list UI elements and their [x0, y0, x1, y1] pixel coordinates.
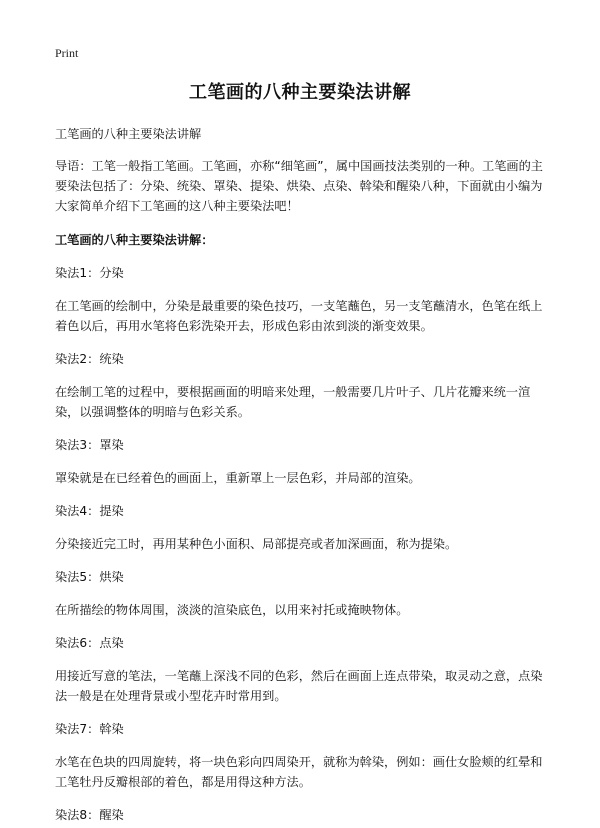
method-title-4: 染法4：提染	[55, 504, 124, 518]
method-desc-6: 用接近写意的笔法，一笔蘸上深浅不同的色彩，然后在画面上连点带染，取灵动之意，点染法一般是在处理背景或小型花卉时常用到。	[55, 669, 543, 703]
page-title: 工笔画的八种主要染法讲解	[189, 82, 411, 103]
method-desc-3: 罩染就是在已经着色的画面上，重新罩上一层色彩，并局部的渲染。	[55, 471, 421, 485]
section-heading: 工笔画的八种主要染法讲解：	[55, 233, 214, 247]
article-body	[55, 124, 550, 828]
method-desc-2: 在绘制工笔的过程中，要根据画面的明暗来处理，一般需要几片叶子、几片花瓣来统一渲染，以强调整体的明暗与色彩关系。	[55, 385, 531, 419]
method-title-1: 染法1：分染	[55, 266, 124, 280]
method-title-6: 染法6：点染	[55, 636, 124, 650]
intro-paragraph: 导语：工笔一般指工笔画。工笔画，亦称“细笔画”，属中国画技法类别的一种。工笔画的主要染法包括了：分染、统染、罩染、提染、烘染、点染、斡染和醒染八种，下面就由小编为大家简单介绍下工笔画的这八种主要染法吧！	[55, 159, 543, 213]
method-title-2: 染法2：统染	[55, 352, 124, 366]
method-title-5: 染法5：烘染	[55, 570, 124, 584]
method-desc-4: 分染接近完工时，再用某种色小面积、局部提亮或者加深画面，称为提染。	[55, 537, 458, 551]
print-link[interactable]: Print	[55, 46, 79, 60]
method-title-3: 染法3：罩染	[55, 438, 124, 452]
article-subtitle: 工笔画的八种主要染法讲解	[55, 127, 202, 141]
method-desc-1: 在工笔画的绘制中，分染是最重要的染色技巧，一支笔蘸色，另一支笔蘸清水，色笔在纸上着色以后，再用水笔将色彩洗染开去，形成色彩由浓到淡的渐变效果。	[55, 299, 543, 333]
method-title-7: 染法7：斡染	[55, 722, 124, 736]
method-title-8: 染法8：醒染	[55, 808, 124, 822]
method-desc-5: 在所描绘的物体周围，淡淡的渲染底色，以用来衬托或掩映物体。	[55, 603, 409, 617]
method-desc-7: 水笔在色块的四周旋转，将一块色彩向四周染开，就称为斡染，例如：画仕女脸颊的红晕和工笔牡丹反瓣根部的着色，都是用得这种方法。	[55, 755, 543, 789]
